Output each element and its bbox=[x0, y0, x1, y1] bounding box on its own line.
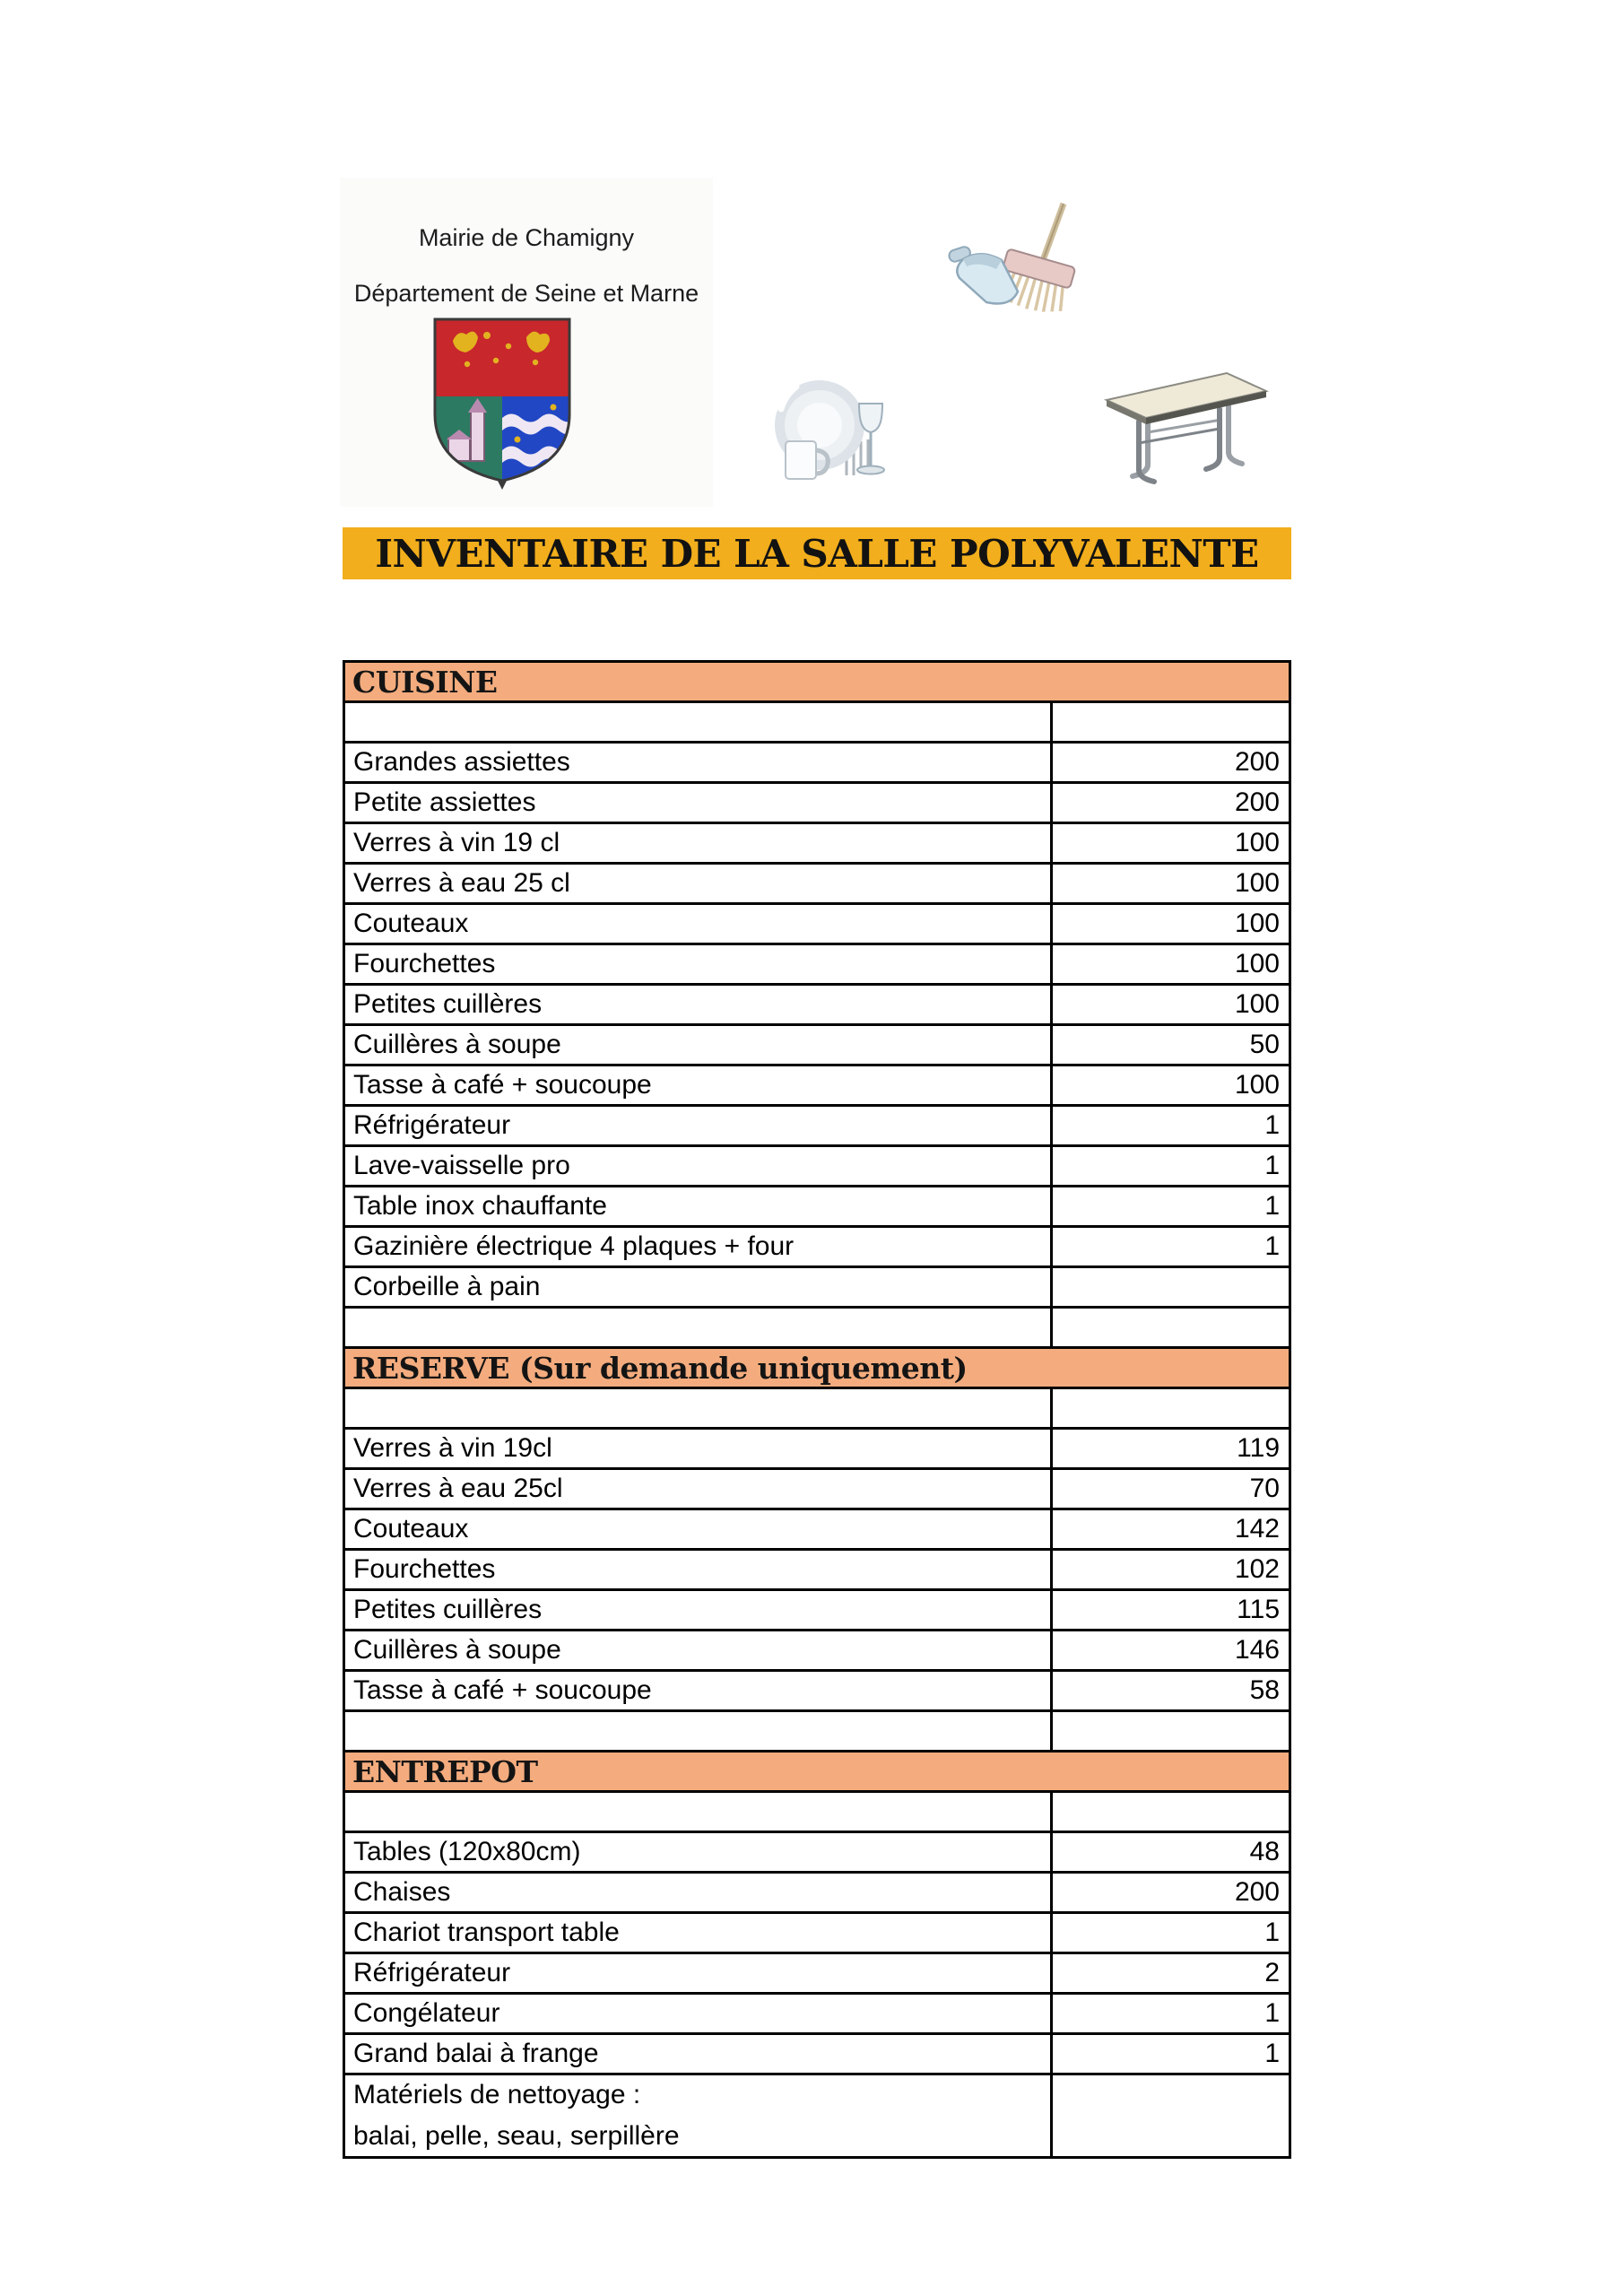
item-value: 100 bbox=[1050, 905, 1289, 943]
item-label-line1: Matériels de nettoyage : bbox=[353, 2080, 641, 2109]
item-label: Couteaux bbox=[353, 909, 469, 938]
item-value: 142 bbox=[1050, 1510, 1289, 1548]
item-label: Fourchettes bbox=[353, 949, 496, 978]
table-row bbox=[345, 1914, 1289, 1954]
table-row bbox=[345, 1712, 1289, 1752]
item-label: Tasse à café + soucoupe bbox=[353, 1070, 652, 1100]
item-label bbox=[345, 1712, 1050, 1750]
table-row bbox=[345, 865, 1289, 905]
item-label: Réfrigérateur bbox=[353, 1958, 511, 1987]
item-label: Chariot transport table bbox=[353, 1918, 620, 1947]
item-value: 2 bbox=[1050, 1954, 1289, 1992]
item-label: Petite assiettes bbox=[353, 787, 536, 817]
item-value: 100 bbox=[1050, 865, 1289, 902]
org-name: Mairie de Chamigny bbox=[418, 224, 635, 251]
item-label: Petites cuillères bbox=[353, 989, 543, 1019]
item-label: Lave-vaisselle pro bbox=[353, 1151, 570, 1180]
item-label: Congélateur bbox=[353, 1998, 500, 2028]
item-label: Verres à eau 25 cl bbox=[353, 868, 570, 898]
item-value: 58 bbox=[1050, 1672, 1289, 1709]
item-value bbox=[1050, 2075, 1289, 2156]
table-row bbox=[345, 1631, 1289, 1672]
item-value: 100 bbox=[1050, 1066, 1289, 1104]
section-header-reserve bbox=[345, 1349, 1289, 1389]
item-label: Grandes assiettes bbox=[353, 747, 570, 777]
inventory-table bbox=[343, 660, 1291, 2159]
item-label: Verres à eau 25cl bbox=[353, 1474, 563, 1503]
section-header-label: RESERVE (Sur demande uniquement) bbox=[352, 1350, 968, 1386]
item-label: Cuillères à soupe bbox=[353, 1030, 561, 1059]
table-row bbox=[345, 945, 1289, 986]
table-row bbox=[345, 744, 1289, 784]
item-value: 1 bbox=[1050, 1107, 1289, 1144]
item-label bbox=[345, 2075, 1050, 2156]
item-value: 100 bbox=[1050, 986, 1289, 1023]
page-title: INVENTAIRE DE LA SALLE POLYVALENTE bbox=[375, 531, 1259, 576]
item-value: 50 bbox=[1050, 1026, 1289, 1064]
table-row bbox=[345, 1107, 1289, 1147]
item-value bbox=[1050, 1309, 1289, 1346]
broom-dustpan-icon bbox=[947, 202, 1095, 335]
item-value bbox=[1050, 1712, 1289, 1750]
item-value: 100 bbox=[1050, 945, 1289, 983]
table-row bbox=[345, 2035, 1289, 2075]
item-label: Petites cuillères bbox=[353, 1595, 543, 1624]
item-value: 200 bbox=[1050, 1874, 1289, 1911]
table-row bbox=[345, 1389, 1289, 1430]
item-label: Couteaux bbox=[353, 1514, 469, 1544]
table-row bbox=[345, 1268, 1289, 1309]
item-value: 48 bbox=[1050, 1833, 1289, 1871]
item-value bbox=[1050, 1389, 1289, 1427]
org-department: Département de Seine et Marne bbox=[353, 280, 699, 307]
item-value: 119 bbox=[1050, 1430, 1289, 1467]
table-row bbox=[345, 1066, 1289, 1107]
table-row bbox=[345, 1147, 1289, 1187]
table-row bbox=[345, 824, 1289, 865]
item-label: Cuillères à soupe bbox=[353, 1635, 561, 1665]
item-label: Corbeille à pain bbox=[353, 1272, 541, 1301]
table-row bbox=[345, 1026, 1289, 1066]
item-value: 1 bbox=[1050, 1187, 1289, 1225]
item-value bbox=[1050, 1268, 1289, 1306]
item-label bbox=[345, 1793, 1050, 1831]
item-value: 1 bbox=[1050, 1914, 1289, 1952]
table-row bbox=[345, 1793, 1289, 1833]
table-row bbox=[345, 1309, 1289, 1349]
table-row bbox=[345, 905, 1289, 945]
item-label-line2: balai, pelle, seau, serpillère bbox=[353, 2121, 680, 2151]
item-value: 1 bbox=[1050, 1995, 1289, 2032]
table-row bbox=[345, 1510, 1289, 1551]
section-header-entrepot bbox=[345, 1752, 1289, 1793]
item-value bbox=[1050, 703, 1289, 741]
item-value: 200 bbox=[1050, 744, 1289, 781]
table-row bbox=[345, 1187, 1289, 1228]
folding-table-icon bbox=[1094, 361, 1272, 491]
item-value: 200 bbox=[1050, 784, 1289, 822]
section-header-cuisine bbox=[345, 663, 1289, 703]
broom-dustpan-clipart-image bbox=[947, 202, 1095, 335]
item-label: Table inox chauffante bbox=[353, 1191, 607, 1221]
item-value: 102 bbox=[1050, 1551, 1289, 1588]
table-row bbox=[345, 1833, 1289, 1874]
item-value: 1 bbox=[1050, 1147, 1289, 1185]
item-value: 1 bbox=[1050, 1228, 1289, 1265]
item-label: Verres à vin 19 cl bbox=[353, 828, 560, 857]
table-row bbox=[345, 703, 1289, 744]
item-label bbox=[345, 1389, 1050, 1427]
table-row bbox=[345, 1470, 1289, 1510]
folding-table-clipart-image bbox=[1094, 361, 1272, 491]
title-banner bbox=[343, 527, 1291, 579]
item-label: Verres à vin 19cl bbox=[353, 1433, 552, 1463]
section-header-label: ENTREPOT bbox=[352, 1753, 538, 1789]
item-value bbox=[1050, 1793, 1289, 1831]
section-header-label: CUISINE bbox=[352, 664, 498, 700]
table-row bbox=[345, 1591, 1289, 1631]
item-label: Grand balai à frange bbox=[353, 2039, 599, 2068]
item-value: 1 bbox=[1050, 2035, 1289, 2073]
item-label: Chaises bbox=[353, 1877, 451, 1907]
item-value: 70 bbox=[1050, 1470, 1289, 1508]
table-row bbox=[345, 1672, 1289, 1712]
item-label bbox=[345, 703, 1050, 741]
dishes-clipart-image bbox=[759, 373, 908, 485]
table-row bbox=[345, 1995, 1289, 2035]
table-row bbox=[345, 1430, 1289, 1470]
item-value: 100 bbox=[1050, 824, 1289, 862]
coat-of-arms-icon bbox=[428, 314, 577, 490]
item-label: Fourchettes bbox=[353, 1554, 496, 1584]
item-label: Tables (120x80cm) bbox=[353, 1837, 581, 1866]
dishes-icon bbox=[759, 373, 908, 485]
table-row bbox=[345, 1874, 1289, 1914]
item-label bbox=[345, 1309, 1050, 1346]
table-row bbox=[345, 1954, 1289, 1995]
item-value: 146 bbox=[1050, 1631, 1289, 1669]
table-row bbox=[345, 2075, 1289, 2156]
item-label: Réfrigérateur bbox=[353, 1110, 511, 1140]
item-value: 115 bbox=[1050, 1591, 1289, 1629]
table-row bbox=[345, 986, 1289, 1026]
table-row bbox=[345, 1228, 1289, 1268]
table-row bbox=[345, 1551, 1289, 1591]
letterhead-block bbox=[340, 178, 713, 507]
item-label: Gazinière électrique 4 plaques + four bbox=[353, 1231, 795, 1261]
table-row bbox=[345, 784, 1289, 824]
item-label: Tasse à café + soucoupe bbox=[353, 1675, 652, 1705]
